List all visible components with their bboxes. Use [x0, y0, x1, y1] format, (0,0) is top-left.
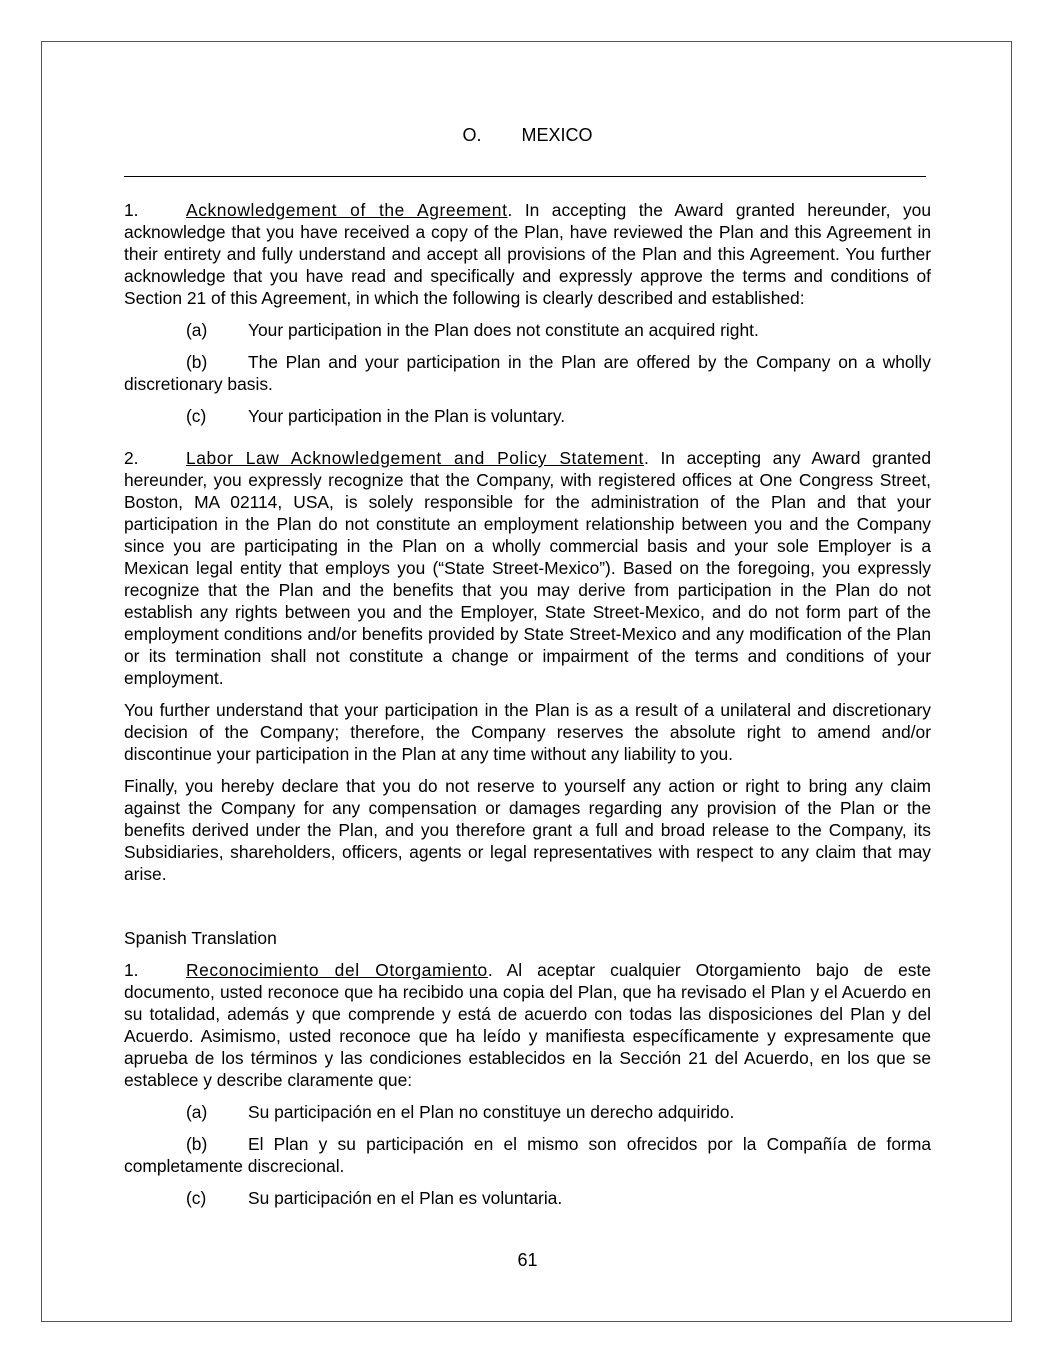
en-paragraph-2: [124, 447, 931, 689]
paragraph-heading: Reconocimiento del Otorgamiento: [186, 960, 488, 980]
item-label: (a): [186, 320, 208, 340]
en-paragraph-finally: Finally, you hereby declare that you do not reserve to yourself any action or right to bring any claim against the Company for any compensation or damages regarding any provision of the Plan or the benefits derived under the Plan, and you therefore grant a full and broad release to the Company, its Subsidiaries, shareholders, officers, agents or legal representatives with respect to any claim that may arise.: [124, 776, 931, 884]
page-number: 61: [517, 1250, 538, 1270]
item-text: Your participation in the Plan does not constitute an acquired right.: [248, 320, 759, 340]
section-name: MEXICO: [521, 125, 593, 145]
en-item-c: [124, 405, 931, 427]
section-title: [0, 124, 1055, 146]
es-paragraph-1: [124, 959, 931, 1091]
paragraph-text: . In accepting any Award granted hereunder, you expressly recognize that the Company, with registered offices at One Congress Street, Boston, MA 02114, USA, is solely responsible for the administration of the Plan and that your participation in the Plan do not constitute an employment relationship between you and the Company since you are participating in the Plan on a wholly commercial basis and your sole Employer is a Mexican legal entity that employs you (“State Street-Mexico”). Based on the foregoing, you expressly recognize that the Plan and the benefits that you may derive from participation in the Plan do not establish any rights between you and the Employer, State Street-Mexico, and do not form part of the employment conditions and/or benefits provided by State Street-Mexico and any modification of the Plan or its termination shall not constitute a change or impairment of the terms and conditions of your employment.: [124, 448, 931, 688]
paragraph-number: 1.: [124, 960, 139, 980]
section-number: O.: [462, 125, 482, 145]
en-item-b: [124, 351, 931, 395]
paragraph-heading: Acknowledgement of the Agreement: [186, 200, 508, 220]
item-text: Your participation in the Plan is voluntary.: [248, 406, 566, 426]
item-text: Su participación en el Plan es voluntaria.: [248, 1188, 563, 1208]
item-label: (a): [186, 1102, 208, 1122]
paragraph-number: 1.: [124, 200, 139, 220]
es-item-c: [124, 1187, 931, 1209]
item-text: Su participación en el Plan no constituye un derecho adquirido.: [248, 1102, 735, 1122]
paragraph-number: 2.: [124, 448, 139, 468]
en-item-a: [124, 319, 931, 341]
item-label: (b): [186, 352, 208, 372]
spanish-translation-heading: Spanish Translation: [124, 928, 277, 948]
item-text: The Plan and your participation in the Plan are offered by the Company on a wholly discretionary basis.: [124, 352, 931, 394]
es-item-a: [124, 1101, 931, 1123]
paragraph-heading: Labor Law Acknowledgement and Policy Statement: [186, 448, 644, 468]
title-divider: [124, 176, 926, 177]
es-item-b: [124, 1133, 931, 1177]
item-label: (c): [186, 406, 207, 426]
item-text: El Plan y su participación en el mismo son ofrecidos por la Compañía de forma completamente discrecional.: [124, 1134, 931, 1176]
paragraph-text: . Al aceptar cualquier Otorgamiento bajo de este documento, usted reconoce que ha recibido una copia del Plan, que ha revisado el Plan y el Acuerdo en su totalidad, además y que comprende y está de acuerdo con todas las disposiciones del Plan y del Acuerdo. Asimismo, usted reconoce que ha leído y manifiesta específicamente y expresamente que aprueba de los términos y las condiciones establecidos en la Sección 21 del Acuerdo, en los que se establece y describe claramente que:: [124, 960, 931, 1090]
en-paragraph-1: [124, 199, 931, 309]
en-paragraph-further: You further understand that your participation in the Plan is as a result of a unilateral and discretionary decision of the Company; therefore, the Company reserves the absolute right to amend and/or discontinue your participation in the Plan at any time without any liability to you.: [124, 700, 931, 764]
item-label: (c): [186, 1188, 207, 1208]
item-label: (b): [186, 1134, 208, 1154]
paragraph-text: . In accepting the Award granted hereunder, you acknowledge that you have received a copy of the Plan, have reviewed the Plan and this Agreement in their entirety and fully understand and accept all provisions of the Plan and this Agreement. You further acknowledge that you have read and specifically and expressly approve the terms and conditions of Section 21 of this Agreement, in which the following is clearly described and established:: [124, 200, 931, 308]
document-body: [124, 199, 931, 1219]
